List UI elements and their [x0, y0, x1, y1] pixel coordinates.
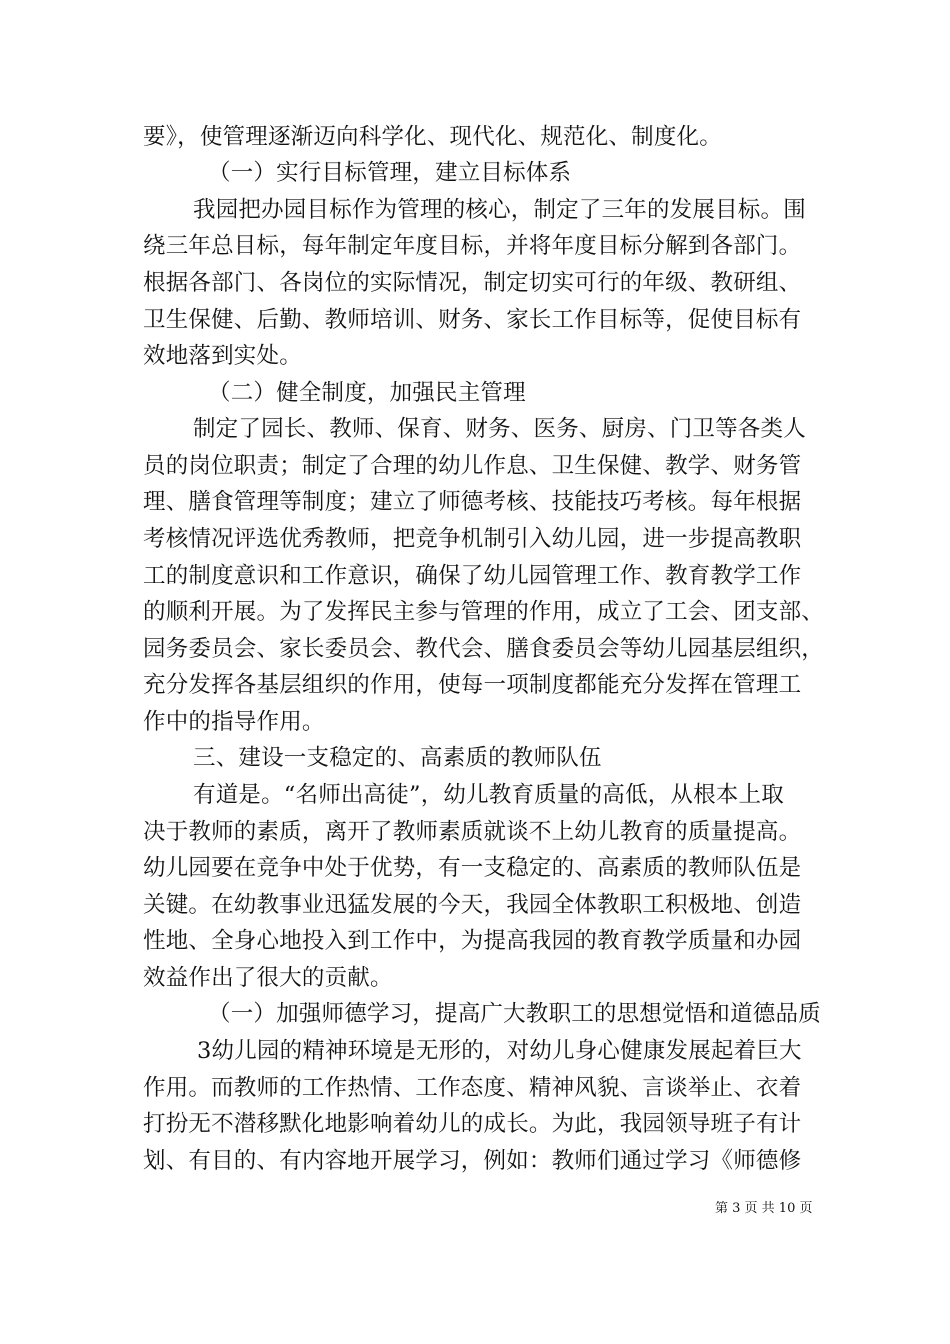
- text-line: 幼儿园要在竞争中处于优势，有一支稳定的、高素质的教师队伍是: [143, 855, 802, 881]
- text-line: 绕三年总目标，每年制定年度目标，并将年度目标分解到各部门。: [143, 233, 802, 259]
- page-footer: 第 3 页 共 10 页: [715, 1201, 813, 1216]
- text-line: 划、有目的、有内容地开展学习，例如：教师们通过学习《师德修: [143, 1148, 802, 1174]
- text-line: 根据各部门、各岗位的实际情况，制定切实可行的年级、教研组、: [143, 270, 802, 296]
- text-line: 效地落到实处。: [143, 343, 302, 369]
- text-line: 工的制度意识和工作意识，确保了幼儿园管理工作、教育教学工作: [143, 563, 802, 589]
- text-line: 性地、全身心地投入到工作中，为提高我园的教育教学质量和办园: [143, 928, 802, 954]
- section-heading: （一）加强师德学习，提高广大教职工的思想觉悟和道德品质: [208, 1001, 821, 1027]
- text-line: 理、膳食管理等制度；建立了师德考核、技能技巧考核。每年根据: [143, 489, 802, 515]
- text-line: 效益作出了很大的贡献。: [143, 965, 393, 991]
- text-line: 卫生保健、后勤、教师培训、财务、家长工作目标等，促使目标有: [143, 307, 802, 333]
- text-line: 员的岗位职责；制定了合理的幼儿作息、卫生保健、教学、财务管: [143, 453, 802, 479]
- text-line: 园务委员会、家长委员会、教代会、膳食委员会等幼儿园基层组织，: [143, 636, 825, 662]
- text-line: 作用。而教师的工作热情、工作态度、精神风貌、言谈举止、衣着: [143, 1075, 802, 1101]
- chapter-heading: 三、建设一支稳定的、高素质的教师队伍: [193, 745, 602, 771]
- text-line: 关键。在幼教事业迅猛发展的今天，我园全体教职工积极地、创造: [143, 892, 802, 918]
- text-line: 考核情况评选优秀教师，把竞争机制引入幼儿园，进一步提高教职: [143, 526, 802, 552]
- text-line: 要》，使管理逐渐迈向科学化、现代化、规范化、制度化。: [143, 124, 722, 150]
- text-line: 决于教师的素质，离开了教师素质就谈不上幼儿教育的质量提高。: [143, 819, 802, 845]
- text-line: 充分发挥各基层组织的作用，使每一项制度都能充分发挥在管理工: [143, 672, 802, 698]
- text-line: 制定了园长、教师、保育、财务、医务、厨房、门卫等各类人: [193, 416, 806, 442]
- text-line: 的顺利开展。为了发挥民主参与管理的作用，成立了工会、团支部、: [143, 599, 825, 625]
- text-line: 打扮无不潜移默化地影响着幼儿的成长。为此，我园领导班子有计: [143, 1111, 802, 1137]
- section-heading: （二）健全制度，加强民主管理: [208, 380, 526, 406]
- section-heading: （一）实行目标管理，建立目标体系: [208, 160, 572, 186]
- text-line: 作中的指导作用。: [143, 709, 325, 735]
- text-line: 3幼儿园的精神环境是无形的，对幼儿身心健康发展起着巨大: [197, 1038, 802, 1064]
- text-line: 有道是。“名师出高徒”，幼儿教育质量的高低，从根本上取: [193, 782, 784, 808]
- text-line: 我园把办园目标作为管理的核心，制定了三年的发展目标。围: [193, 197, 806, 223]
